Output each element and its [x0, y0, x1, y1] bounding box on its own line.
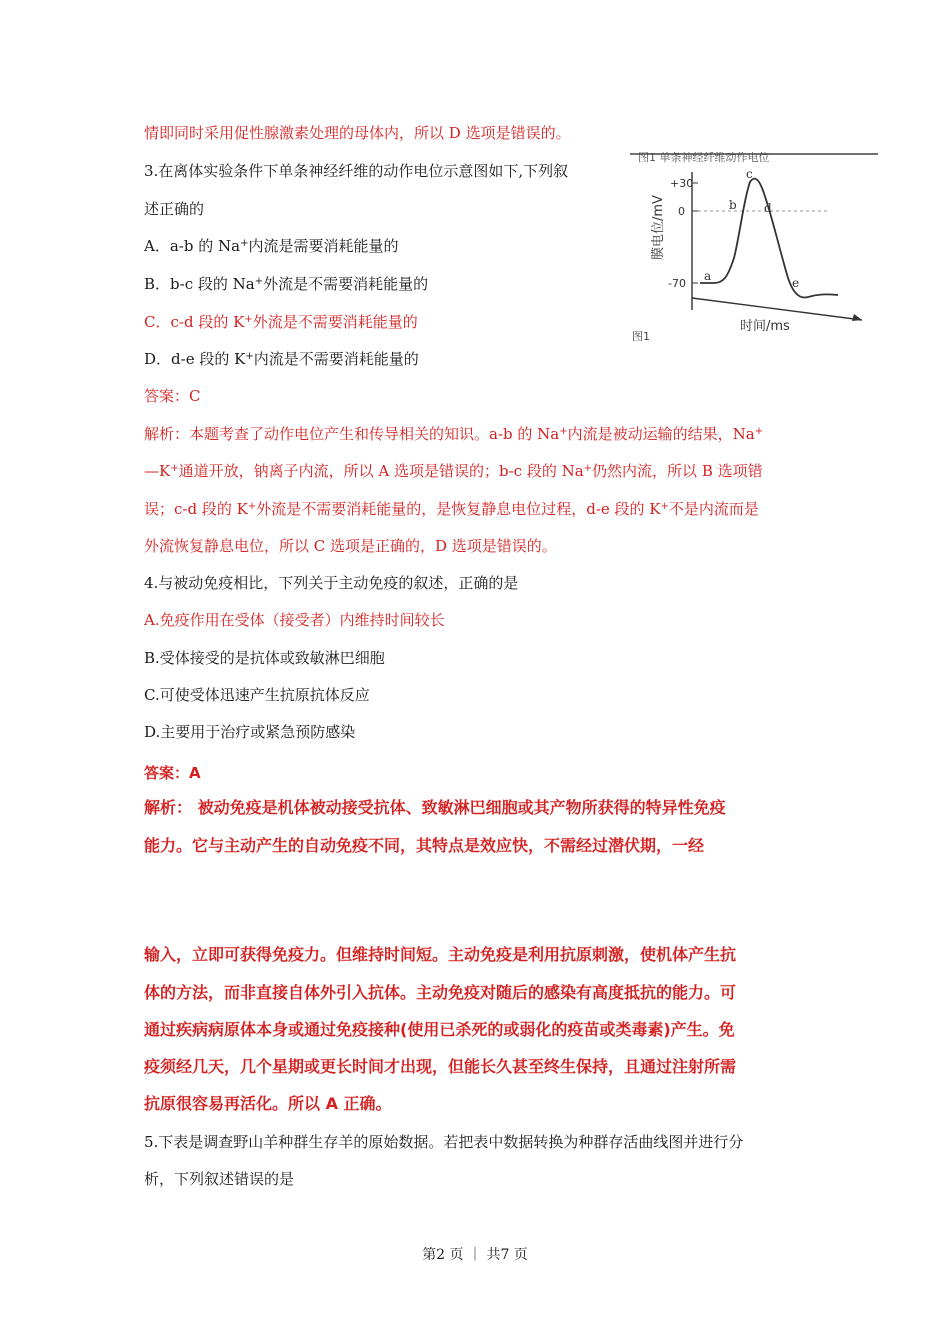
- q4-option-b: B.受体接受的是抗体或致敏淋巴细胞: [144, 649, 385, 667]
- q3-option-a: A．a-b 的 Na+内流是需要消耗能量的: [144, 237, 399, 255]
- tick-zero: 0: [678, 205, 685, 218]
- q4-analysis-line5: 通过疾病病原体本身或通过免疫接种(使用已杀死的或弱化的疫苗或类毒素)产生。免: [144, 1020, 735, 1039]
- point-e-label: e: [792, 276, 800, 290]
- q4-analysis-line4: 体的方法，而非直接自体外引入抗体。主动免疫对随后的感染有高度抵抗的能力。可: [144, 983, 737, 1002]
- point-a-label: a: [704, 269, 712, 283]
- tick-bottom: -70: [668, 277, 686, 290]
- page-footer: 第2 页 ｜ 共7 页: [422, 1247, 528, 1263]
- q3-stem-line1: 3.在离体实验条件下单条神经纤维的动作电位示意图如下,下列叙: [144, 162, 569, 180]
- q5-stem-line2: 析，下列叙述错误的是: [144, 1170, 295, 1188]
- q3-answer: 答案：C: [144, 387, 201, 405]
- tick-top: +30: [670, 177, 694, 190]
- q4-option-c: C.可使受体迅速产生抗原抗体反应: [144, 686, 370, 704]
- point-b-label: b: [729, 198, 737, 212]
- q3-analysis-line3: 误；c-d 段的 K+外流是不需要消耗能量的，是恢复静息电位过程，d-e 段的 K+不是内流而是: [144, 500, 759, 518]
- q4-answer: 答案：A: [144, 764, 201, 782]
- q3-option-d: D．d-e 段的 K+内流是不需要消耗能量的: [144, 350, 419, 368]
- q3-stem-line2: 述正确的: [144, 200, 205, 218]
- y-axis-label: 膜电位/mV: [651, 195, 666, 260]
- q4-option-d: D.主要用于治疗或紧急预防感染: [144, 723, 356, 741]
- q4-analysis-line3: 输入，立即可获得免疫力。但维持时间短。主动免疫是利用抗原刺激，使机体产生抗: [144, 945, 737, 964]
- q3-analysis-line1: 解析：本题考查了动作电位产生和传导相关的知识。a-b 的 Na+内流是被动运输的结果，Na+: [144, 425, 764, 443]
- q4-option-a: A.免疫作用在受体（接受者）内维持时间较长: [144, 611, 445, 629]
- q4-analysis-line2: 能力。它与主动产生的自动免疫不同，其特点是效应快，不需经过潜伏期，一经: [144, 836, 705, 855]
- q3-analysis-line2: —K+通道开放，钠离子内流，所以 A 选项是错误的；b-c 段的 Na+仍然内流，所以 B 选项错: [144, 462, 763, 480]
- q5-stem-line1: 5.下表是调查野山羊种群生存羊的原始数据。若把表中数据转换为种群存活曲线图并进行分: [144, 1133, 744, 1151]
- q3-option-c: C．c-d 段的 K+外流是不需要消耗能量的: [144, 313, 418, 331]
- q4-analysis-line7: 抗原很容易再活化。所以 A 正确。: [144, 1094, 392, 1113]
- x-axis-label: 时间/ms: [740, 319, 790, 334]
- q4-analysis-line1: 解析： 被动免疫是机体被动接受抗体、致敏淋巴细胞或其产物所获得的特异性免疫: [144, 798, 726, 817]
- point-d-label: d: [764, 201, 772, 215]
- action-potential-figure: [630, 152, 878, 342]
- x-axis-arrow-icon: [852, 314, 862, 321]
- x-axis: [692, 298, 862, 320]
- figure-bottom-text: 图1: [632, 330, 650, 342]
- point-c-label: c: [746, 167, 753, 181]
- q2-tail: 情即同时采用促性腺激素处理的母体内，所以 D 选项是错误的。: [144, 124, 571, 142]
- q3-analysis-line4: 外流恢复静息电位，所以 C 选项是正确的，D 选项是错误的。: [144, 537, 557, 555]
- action-potential-svg: [630, 152, 878, 342]
- q4-stem: 4.与被动免疫相比，下列关于主动免疫的叙述，正确的是: [144, 574, 519, 592]
- figure-header-text: 图1 单条神经纤维动作电位: [638, 152, 770, 164]
- action-potential-curve: [700, 179, 838, 298]
- q4-analysis-line6: 疫须经几天，几个星期或更长时间才出现，但能长久甚至终生保持，且通过注射所需: [144, 1057, 737, 1076]
- q3-option-b: B．b-c 段的 Na+外流是不需要消耗能量的: [144, 275, 429, 293]
